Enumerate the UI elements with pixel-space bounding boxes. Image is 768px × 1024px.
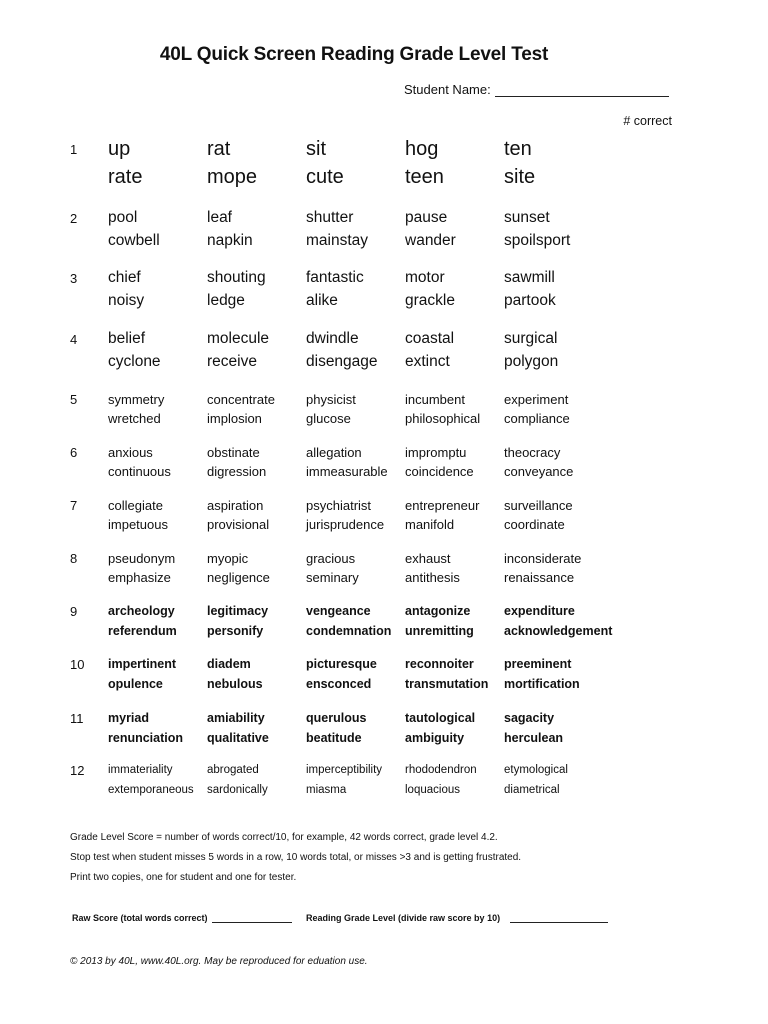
test-word: shutter xyxy=(306,209,354,226)
instruction-line: Print two copies, one for student and one for tester. xyxy=(70,872,297,883)
test-word: miasma xyxy=(306,784,347,796)
test-word: coordinate xyxy=(504,517,565,532)
test-word: psychiatrist xyxy=(306,498,372,513)
test-word: wretched xyxy=(108,411,161,426)
test-word: antithesis xyxy=(405,570,460,585)
test-word: anxious xyxy=(108,445,153,460)
test-word: negligence xyxy=(207,570,270,585)
raw-score-blank xyxy=(212,912,292,923)
test-word: alike xyxy=(306,292,338,309)
copyright-notice: © 2013 by 40L, www.40L.org. May be reproduced for eduation use. xyxy=(70,956,368,967)
test-word: rat xyxy=(207,138,231,160)
test-word: dwindle xyxy=(306,330,359,347)
test-word: belief xyxy=(108,330,146,347)
test-word: disengage xyxy=(306,353,378,370)
test-word: referendum xyxy=(108,624,177,638)
test-word: condemnation xyxy=(306,624,392,638)
test-word: legitimacy xyxy=(207,604,269,618)
test-word: surgical xyxy=(504,330,558,347)
test-word: opulence xyxy=(108,677,163,691)
test-word: napkin xyxy=(207,232,253,249)
test-word: fantastic xyxy=(306,269,364,286)
grade-level-blank xyxy=(510,912,608,923)
test-word: myriad xyxy=(108,711,149,725)
raw-score-label: Raw Score (total words correct) xyxy=(72,913,208,923)
test-word: sunset xyxy=(504,209,550,226)
test-word: extemporaneous xyxy=(108,784,194,796)
test-word: herculean xyxy=(504,731,564,745)
test-word: acknowledgement xyxy=(504,624,613,638)
test-word: surveillance xyxy=(504,498,573,513)
grade-level-label: Reading Grade Level (divide raw score by 10) xyxy=(306,913,501,923)
test-word: motor xyxy=(405,269,445,286)
test-word: rate xyxy=(108,166,143,188)
test-word: continuous xyxy=(108,464,171,479)
test-word: preeminent xyxy=(504,657,572,671)
instruction-line: Grade Level Score = number of words correct/10, for example, 42 words correct, grade level 4.2. xyxy=(70,832,498,843)
test-word: spoilsport xyxy=(504,232,571,249)
row-number: 6 xyxy=(70,445,78,460)
test-word: tautological xyxy=(405,711,476,725)
test-word: exhaust xyxy=(405,551,451,566)
test-word: entrepreneur xyxy=(405,498,480,513)
test-word: impetuous xyxy=(108,517,168,532)
test-word: transmutation xyxy=(405,677,489,691)
test-word: manifold xyxy=(405,517,455,532)
row-number: 9 xyxy=(70,604,78,619)
test-word: loquacious xyxy=(405,784,460,796)
instructions xyxy=(70,828,521,888)
test-word: philosophical xyxy=(405,411,481,426)
test-word: sagacity xyxy=(504,711,555,725)
test-word: concentrate xyxy=(207,392,275,407)
test-word: sardonically xyxy=(207,784,268,796)
test-word: experiment xyxy=(504,392,569,407)
student-name-field xyxy=(404,82,669,97)
test-word: impertinent xyxy=(108,657,177,671)
test-word: implosion xyxy=(207,411,262,426)
test-word: aspiration xyxy=(207,498,264,513)
test-word: pool xyxy=(108,209,138,226)
test-word: antagonize xyxy=(405,604,471,618)
test-word: symmetry xyxy=(108,392,165,407)
student-name-blank xyxy=(495,82,669,97)
test-word: pause xyxy=(405,209,448,226)
test-word: abrogated xyxy=(207,764,259,776)
test-word: site xyxy=(504,166,536,188)
test-word: digression xyxy=(207,464,267,479)
test-word: leaf xyxy=(207,209,232,226)
test-word: sawmill xyxy=(504,269,555,286)
test-word: ensconced xyxy=(306,677,372,691)
test-word: picturesque xyxy=(306,657,377,671)
test-word: gracious xyxy=(306,551,356,566)
test-word: immateriality xyxy=(108,764,173,776)
test-word: seminary xyxy=(306,570,359,585)
row-number: 8 xyxy=(70,551,78,566)
test-word: sit xyxy=(306,138,326,160)
test-word: obstinate xyxy=(207,445,260,460)
test-word: etymological xyxy=(504,764,568,776)
row-number: 11 xyxy=(70,711,84,726)
student-name-label: Student Name: xyxy=(404,82,491,97)
test-word: chief xyxy=(108,269,141,286)
test-word: polygon xyxy=(504,353,559,370)
test-word: glucose xyxy=(306,411,351,426)
test-word: cyclone xyxy=(108,353,161,370)
test-word: amiability xyxy=(207,711,265,725)
test-word: teen xyxy=(405,166,444,188)
test-word: impromptu xyxy=(405,445,467,460)
test-word: diametrical xyxy=(504,784,560,796)
test-word: inconsiderate xyxy=(504,551,582,566)
test-word: physicist xyxy=(306,392,356,407)
test-word: diadem xyxy=(207,657,251,671)
test-word: beatitude xyxy=(306,731,362,745)
test-word: expenditure xyxy=(504,604,575,618)
row-number: 10 xyxy=(70,657,85,672)
row-number: 1 xyxy=(70,142,78,157)
test-word: ledge xyxy=(207,292,245,309)
test-word: extinct xyxy=(405,353,450,370)
test-word: provisional xyxy=(207,517,270,532)
test-word: conveyance xyxy=(504,464,574,479)
instruction-line: Stop test when student misses 5 words in a row, 10 words total, or misses >3 and is getting frustrated. xyxy=(70,852,522,863)
test-word: renaissance xyxy=(504,570,575,585)
test-word: wander xyxy=(405,232,456,249)
test-word: reconnoiter xyxy=(405,657,474,671)
test-word: grackle xyxy=(405,292,455,309)
test-word: vengeance xyxy=(306,604,371,618)
test-word: partook xyxy=(504,292,556,309)
test-word: ten xyxy=(504,138,532,160)
correct-count-header: # correct xyxy=(623,114,672,128)
test-word: receive xyxy=(207,353,257,370)
test-word: unremitting xyxy=(405,624,474,638)
test-word: rhododendron xyxy=(405,764,477,776)
row-number: 7 xyxy=(70,498,78,513)
test-word: shouting xyxy=(207,269,266,286)
test-word: cowbell xyxy=(108,232,160,249)
test-word: emphasize xyxy=(108,570,171,585)
test-word: up xyxy=(108,138,131,160)
test-word: jurisprudence xyxy=(306,517,385,532)
test-word: qualitative xyxy=(207,731,269,745)
test-word: coincidence xyxy=(405,464,474,479)
test-word: mainstay xyxy=(306,232,369,249)
test-word: hog xyxy=(405,138,439,160)
test-word: allegation xyxy=(306,445,362,460)
row-number: 3 xyxy=(70,271,78,286)
test-word: coastal xyxy=(405,330,455,347)
test-word: personify xyxy=(207,624,264,638)
page-title: 40L Quick Screen Reading Grade Level Test xyxy=(159,44,549,65)
test-word: myopic xyxy=(207,551,249,566)
test-word: archeology xyxy=(108,604,175,618)
row-number: 2 xyxy=(70,211,78,226)
test-word: theocracy xyxy=(504,445,561,460)
test-word: imperceptibility xyxy=(306,764,383,776)
test-word: pseudonym xyxy=(108,551,176,566)
grade-level-field xyxy=(306,912,608,923)
row-number: 12 xyxy=(70,763,85,778)
test-word: immeasurable xyxy=(306,464,388,479)
test-word: noisy xyxy=(108,292,145,309)
raw-score-field xyxy=(72,912,292,923)
row-number: 4 xyxy=(70,332,78,347)
test-word: molecule xyxy=(207,330,270,347)
test-word: compliance xyxy=(504,411,570,426)
test-word: ambiguity xyxy=(405,731,465,745)
test-word: collegiate xyxy=(108,498,163,513)
test-word: renunciation xyxy=(108,731,184,745)
row-number: 5 xyxy=(70,392,78,407)
test-word: mortification xyxy=(504,677,580,691)
test-word: mope xyxy=(207,166,258,188)
test-word: querulous xyxy=(306,711,367,725)
test-word: nebulous xyxy=(207,677,263,691)
test-word: cute xyxy=(306,166,344,188)
test-word: incumbent xyxy=(405,392,465,407)
